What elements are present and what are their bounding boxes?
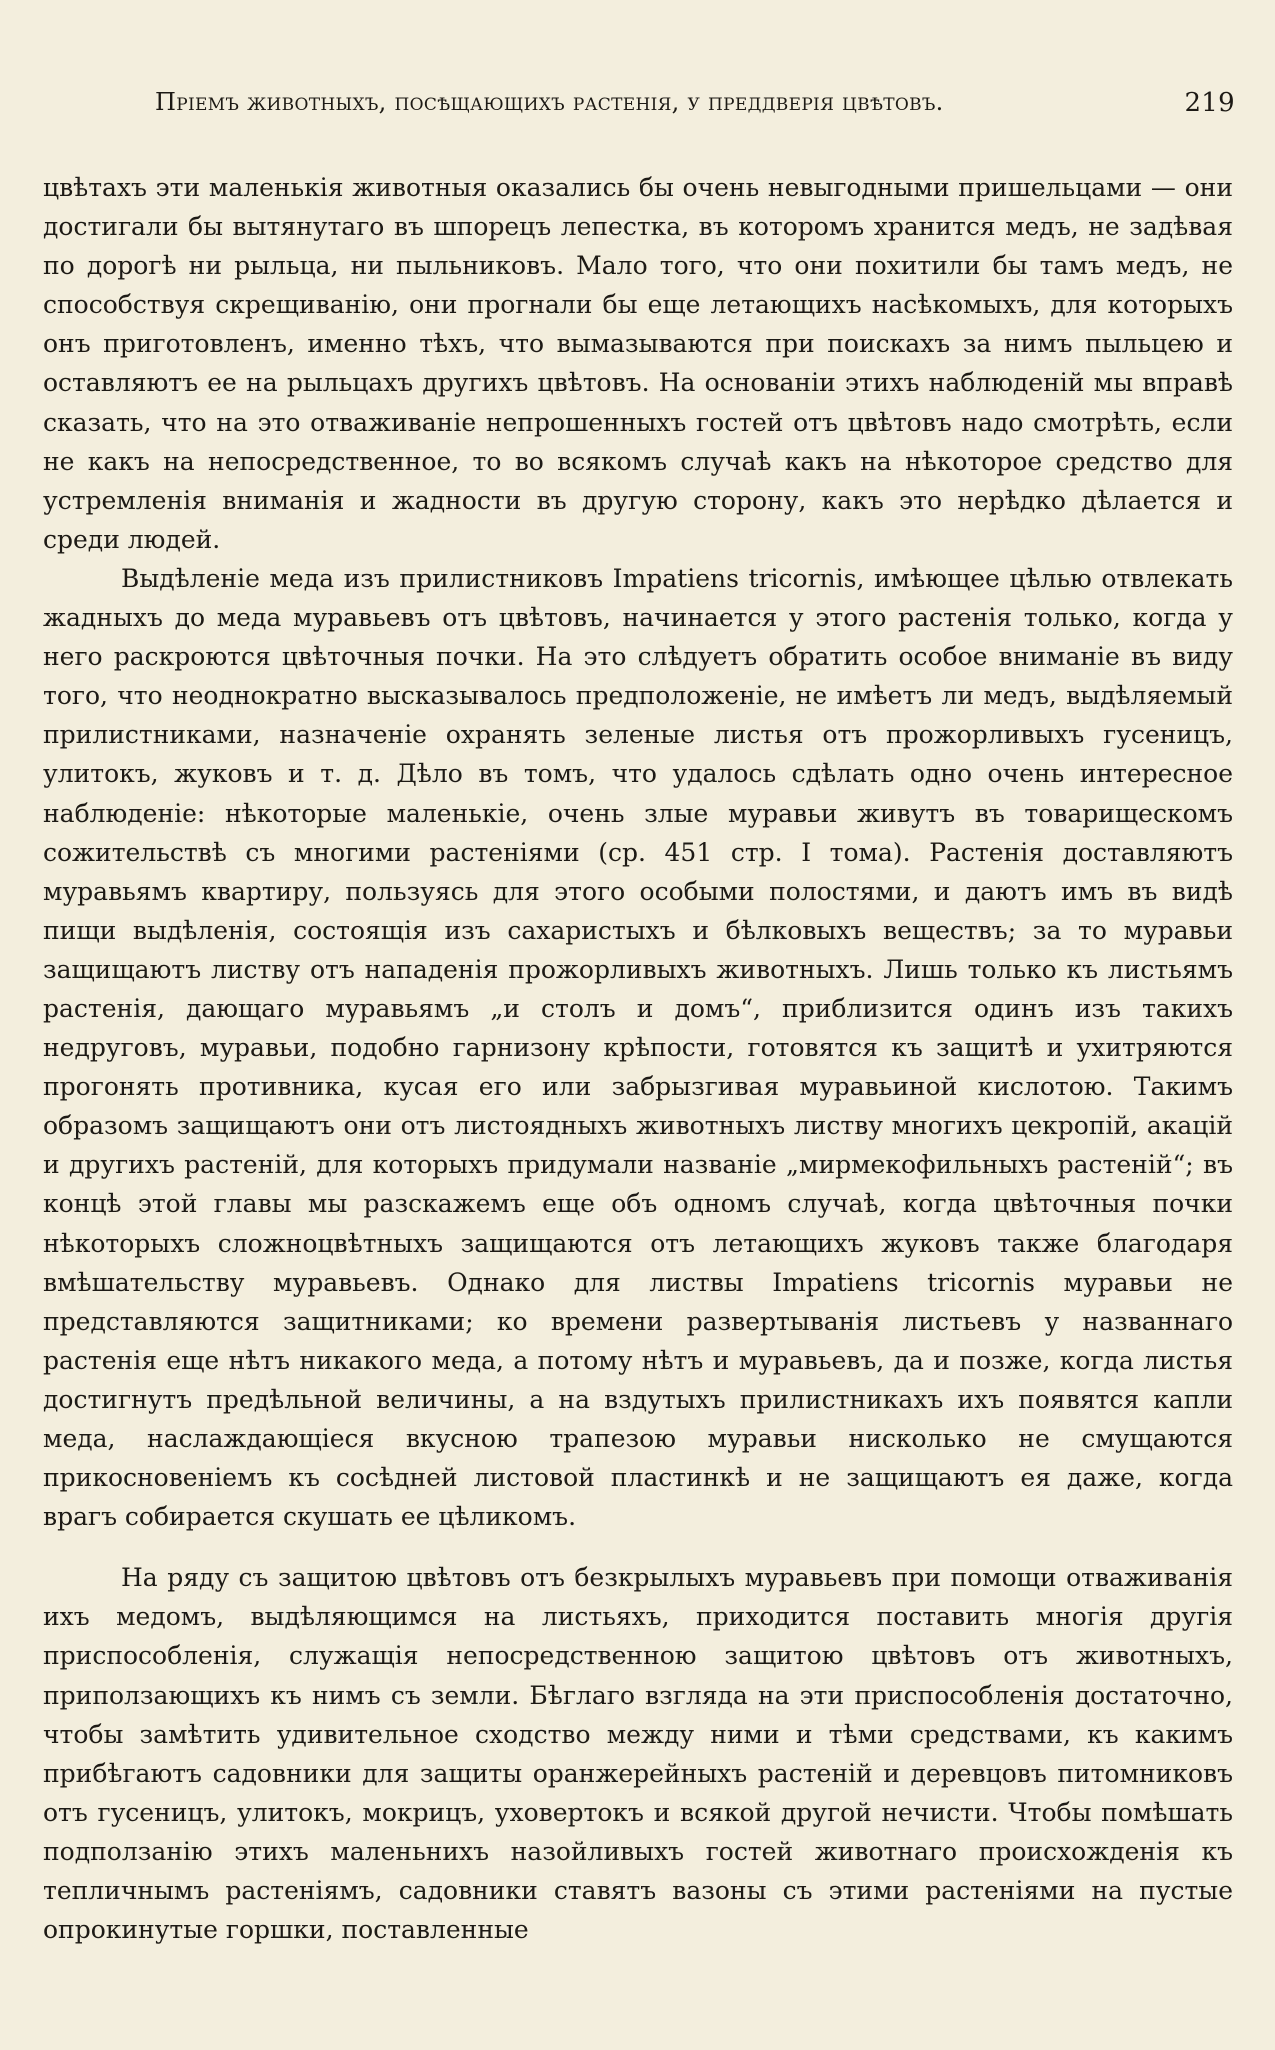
- paragraph-2: Выдѣленіе меда изъ прилистниковъ Impatiens tricornis, имѣющее цѣлью отвлекать жадныхъ до меда муравьевъ отъ цвѣтовъ, начинается у этого растенія только, когда у него раскроются цвѣточныя почки. На это слѣдуетъ обратить особое вниманіе въ виду того, что неоднократно высказывалось предположеніе, не имѣетъ ли медъ, выдѣляемый прилистниками, назначеніе охранять зеленые листья отъ прожорливыхъ гусеницъ, улитокъ, жуковъ и т. д. Дѣло въ томъ, что удалось сдѣлать одно очень интересное наблюденіе: нѣкоторые маленькіе, очень злые муравьи живутъ въ товарищескомъ сожительствѣ съ многими растеніями (ср. 451 стр. I тома). Растенія доставляютъ муравьямъ квартиру, пользуясь для этого особыми полостями, и даютъ имъ въ видѣ пищи выдѣленія, состоящія изъ сахаристыхъ и бѣлковыхъ веществъ; за то муравьи защищаютъ листву отъ нападенія прожорливыхъ животныхъ. Лишь только къ листьямъ растенія, дающаго муравьямъ „и столъ и домъ“, приблизится одинъ изъ такихъ недруговъ, муравьи, подобно гарнизону крѣпости, готовятся къ защитѣ и ухитряются прогонять противника, кусая его или забрызгивая муравьиной кислотою. Такимъ образомъ защищаютъ они отъ листоядныхъ животныхъ листву многихъ цекропій, акацій и другихъ растеній, для которыхъ придумали названіе „мирмекофильныхъ растеній“; въ концѣ этой главы мы разскажемъ еще объ одномъ случаѣ, когда цвѣточныя почки нѣкоторыхъ сложноцвѣтныхъ защищаются отъ летающихъ жуковъ также благодаря вмѣшательству муравьевъ. Однако для листвы Impatiens tricornis муравьи не представляются защитниками; ко времени развертыванія листьевъ у названнаго растенія еще нѣтъ никакого меда, а потому нѣтъ и муравьевъ, да и позже, когда листья достигнутъ предѣльной величины, а на вздутыхъ прилистникахъ ихъ появятся капли меда, наслаждающіеся вкусною трапезою муравьи нисколько не смущаются прикосновеніемъ къ сосѣдней листовой пластинкѣ и не защищаютъ ея даже, когда врагъ собирается скушать ее цѣликомъ.: [43, 563, 1233, 1532]
- paragraph-3: На ряду съ защитою цвѣтовъ отъ безкрылыхъ муравьевъ при помощи отваживанія ихъ медомъ, выдѣляющимся на листьяхъ, приходится поставить многія другія приспособленія, служащія непосредственною защитою цвѣтовъ отъ животныхъ, приползающихъ къ нимъ съ земли. Бѣглаго взгляда на эти приспособленія достаточно, чтобы замѣтить удивительное сходство между ними и тѣми средствами, къ какимъ прибѣгаютъ садовники для защиты оранжерейныхъ растеній и деревцовъ питомниковъ отъ гусеницъ, улитокъ, мокрицъ, уховертокъ и всякой другой нечисти. Чтобы помѣшать подползанію этихъ маленьнихъ назойливыхъ гостей животнаго происхожденія къ тепличнымъ растеніямъ, садовники ставятъ вазоны съ этими растеніями на пустые опрокинутые горшки, поставленные: [43, 1563, 1233, 1945]
- running-head: [155, 88, 1235, 128]
- page-number: 219: [1184, 88, 1235, 118]
- paragraph-1: цвѣтахъ эти маленькія животныя оказались бы очень невыгодными пришельцами — они достигали бы вытянутаго въ шпорецъ лепестка, въ которомъ хранится медъ, не задѣвая по дорогѣ ни рыльца, ни пыльниковъ. Мало того, что они похитили бы тамъ медъ, не способствуя скрещиванію, они прогнали бы еще летающихъ насѣкомыхъ, для которыхъ онъ приготовленъ, именно тѣхъ, что вымазываются при поискахъ за нимъ пыльцею и оставляютъ ее на рыльцахъ другихъ цвѣтовъ. На основаніи этихъ наблюденій мы вправѣ сказать, что на это отваживаніе непрошенныхъ гостей отъ цвѣтовъ надо смотрѣть, если не какъ на непосредственное, то во всякомъ случаѣ какъ на нѣкоторое средство для устремленія вниманія и жадности въ другую сторону, какъ это нерѣдко дѣлается и среди людей.: [43, 173, 1233, 554]
- running-title: Пріемъ животныхъ, посѣщающихъ растенія, у преддверія цвѣтовъ.: [155, 88, 944, 116]
- body-text: [43, 168, 1233, 1949]
